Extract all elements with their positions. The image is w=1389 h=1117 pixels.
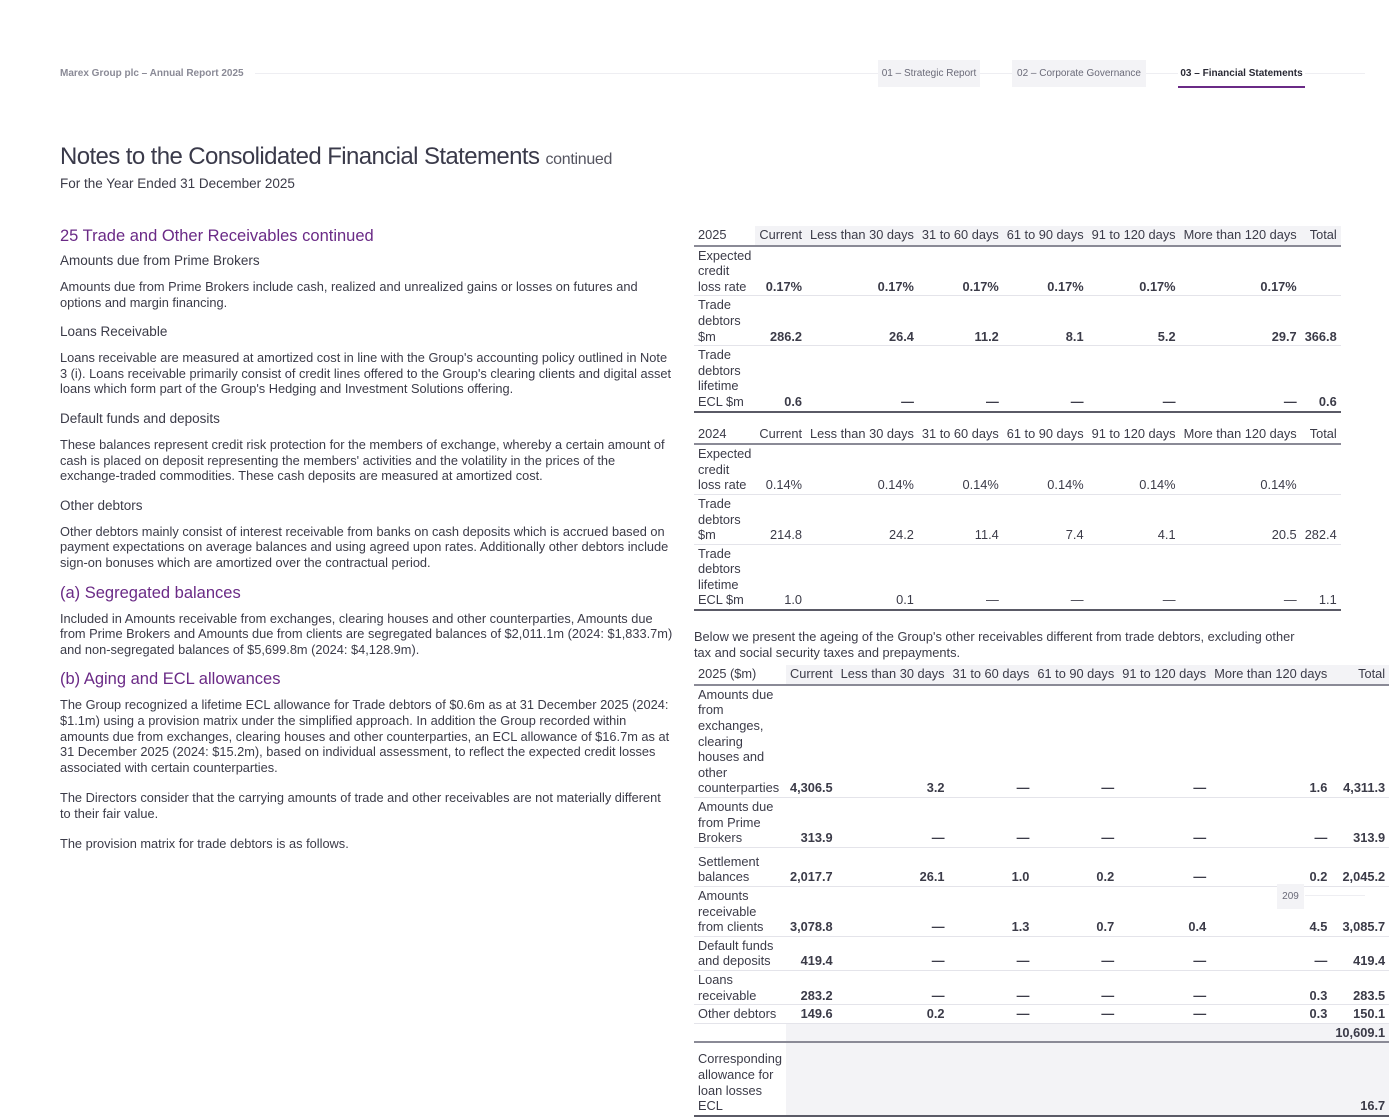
cell: 4,306.5 [786,685,837,798]
row-label: Loans receivable [694,970,786,1004]
cell: 150.1 [1331,1005,1389,1024]
cell: — [1003,346,1088,412]
cell: — [837,798,949,848]
cell: — [1180,346,1301,412]
cell: 0.3 [1210,1005,1331,1024]
segregated-text: Included in Amounts receivable from exchanges, clearing houses and other counterparties, Amounts due from Prime Brokers and Amounts due from clients are segregated balances of $2,011.1m (2024: $1,833.7m) and non-segregated balances of $5,699.8m (2024: $4,128.9m). [60,610,673,657]
cell: 1.0 [755,544,806,610]
cell: — [1118,936,1210,970]
row-label: Settlement balances [694,847,786,886]
cell: — [1033,1005,1118,1024]
prime-brokers-heading: Amounts due from Prime Brokers [60,253,260,268]
cell: 313.9 [786,798,837,848]
row-label: Trade debtors $m [694,296,755,346]
report-brand: Marex Group plc – Annual Report 2025 [60,68,250,79]
cell: 7.4 [1003,494,1088,544]
cell: — [1033,798,1118,848]
row-label: Trade debtors lifetime ECL $m [694,544,755,610]
th-91-120: 91 to 120 days [1088,226,1180,246]
th-61-90: 61 to 90 days [1003,425,1088,445]
prime-brokers-text: Amounts due from Prime Brokers include cash, realized and unrealized gains or losses on futures and options and margin financing. [60,279,638,310]
cell: — [1210,936,1331,970]
tab-strategic-report[interactable]: 01 – Strategic Report [878,60,980,87]
cell: 283.5 [1331,970,1389,1004]
cell: 283.2 [786,970,837,1004]
loans-text: Loans receivable are measured at amortized cost in line with the Group's accounting policy outlined in Note 3 (i). Loans receivable primarily consist of credit lines offered to the Group's clearing clients and digital asset loans which form part of the Group's Hedging and Investment Solutions offering. [60,350,672,397]
right-column [694,226,1386,1117]
section-heading-suffix: continued [302,227,374,245]
th-current: Current [755,226,806,246]
th-gt120: More than 120 days [1210,665,1331,685]
cell: 0.4 [1118,886,1210,936]
th-91-120: 91 to 120 days [1088,425,1180,445]
cell: — [949,1005,1034,1024]
tab-financial-statements[interactable]: 03 – Financial Statements [1178,60,1305,88]
cell: 4.5 [1210,886,1331,936]
cell: — [837,886,949,936]
provision-matrix-text: The provision matrix for trade debtors is as follows. [60,836,349,852]
cell: 419.4 [786,936,837,970]
cell: 0.17% [1003,246,1088,296]
cell: 0.14% [806,444,918,494]
cell: 214.8 [755,494,806,544]
cell: 0.17% [918,246,1003,296]
cell: — [1003,544,1088,610]
aging-heading: (b) Aging and ECL allowances [60,670,281,689]
cell: 0.14% [918,444,1003,494]
row-label: Default funds and deposits [694,936,786,970]
th-31-60: 31 to 60 days [918,226,1003,246]
cell: 0.17% [1088,246,1180,296]
row-label: Amounts due from Prime Brokers [694,798,786,848]
cell: — [918,346,1003,412]
tab-corporate-governance[interactable]: 02 – Corporate Governance [1012,60,1146,87]
th-lt30: Less than 30 days [806,226,918,246]
cell: 0.14% [1003,444,1088,494]
loans-heading: Loans Receivable [60,324,168,340]
page-title-suffix: continued [545,151,613,168]
cell: 20.5 [1180,494,1301,544]
cell: — [1180,544,1301,610]
row-label: Other debtors [694,1005,786,1024]
page-number: 209 [1277,884,1304,909]
cell: 1.6 [1210,685,1331,798]
page-title-text: Notes to the Consolidated Financial Statements [60,143,540,170]
row-label: Expected credit loss rate [694,246,755,296]
aging-text: The Group recognized a lifetime ECL allowance for Trade debtors of $0.6m as at 31 December 2025 (2024: $1.1m) using a provision matrix under the simplified approach. In addition the Group recorded within amounts due from exchanges, clearing houses and other counterparties, an ECL allowance of $16.7m as at 31 December 2025 (2024: $15.2m), based on individual assessment, to reflect the expected credit losses associated with certain counterparties. [60,697,670,775]
cell: 3,078.8 [786,886,837,936]
cell: 1.3 [949,886,1034,936]
cell: 0.6 [755,346,806,412]
cell: — [949,685,1034,798]
cell: 8.1 [1003,296,1088,346]
th-lt30: Less than 30 days [806,425,918,445]
cell: — [1210,798,1331,848]
cell: — [1118,798,1210,848]
cell: 11.4 [918,494,1003,544]
cell: — [1118,970,1210,1004]
cell: — [1118,1005,1210,1024]
row-label: Trade debtors $m [694,494,755,544]
allowance-value: 16.7 [1331,1042,1389,1115]
th-current: Current [786,665,837,685]
segregated-heading: (a) Segregated balances [60,583,241,602]
provision-matrix-2024 [694,425,1341,612]
cell [1301,246,1341,296]
th-total: Total [1301,425,1341,445]
cell: 0.3 [1210,970,1331,1004]
cell: — [1033,936,1118,970]
cell: 0.14% [1088,444,1180,494]
cell: — [949,798,1034,848]
cell: 0.14% [755,444,806,494]
th-61-90: 61 to 90 days [1033,665,1118,685]
th-gt120: More than 120 days [1180,226,1301,246]
th-gt120: More than 120 days [1180,425,1301,445]
th-31-60: 31 to 60 days [949,665,1034,685]
th-lt30: Less than 30 days [837,665,949,685]
cell: — [918,544,1003,610]
allowance-label: Corresponding allowance for loan losses ECL [694,1042,786,1115]
cell: 0.6 [1301,346,1341,412]
row-label: Amounts due from exchanges, clearing houses and other counterparties [694,685,786,798]
cell: 1.1 [1301,544,1341,610]
th-31-60: 31 to 60 days [918,425,1003,445]
th-total: Total [1331,665,1389,685]
cell: 4,311.3 [1331,685,1389,798]
grand-total: 10,609.1 [1331,1023,1389,1042]
th-91-120: 91 to 120 days [1118,665,1210,685]
cell: 286.2 [755,296,806,346]
cell: 5.2 [1088,296,1180,346]
other-debtors-heading: Other debtors [60,497,143,513]
cell: — [806,346,918,412]
cell: 26.1 [837,847,949,886]
page-subtitle: For the Year Ended 31 December 2025 [60,176,295,191]
cell: — [837,970,949,1004]
cell: 313.9 [1331,798,1389,848]
cell: — [1033,970,1118,1004]
cell: 26.4 [806,296,918,346]
footer-rule [1305,895,1365,896]
cell: 2,045.2 [1331,847,1389,886]
cell: 0.17% [806,246,918,296]
row-label: Amounts receivable from clients [694,886,786,936]
directors-text: The Directors consider that the carrying amounts of trade and other receivables are not materially different to their fair value. [60,790,661,821]
cell: 0.7 [1033,886,1118,936]
cell: 24.2 [806,494,918,544]
section-heading-text: 25 Trade and Other Receivables [60,227,298,245]
cell: — [1118,847,1210,886]
cell: — [949,970,1034,1004]
section-heading [60,226,675,246]
th-61-90: 61 to 90 days [1003,226,1088,246]
cell: — [1118,685,1210,798]
th-current: Current [755,425,806,445]
cell: 0.17% [755,246,806,296]
cell: — [837,936,949,970]
default-funds-heading: Default funds and deposits [60,410,220,426]
page-title [60,143,612,171]
cell: 0.17% [1180,246,1301,296]
other-debtors-text: Other debtors mainly consist of interest receivable from banks on cash deposits which is accrued based on payment expectations on average balances and using agreed upon rates. Additionally other debtors include sign-on bonuses which are amortized over the contractual period. [60,523,669,570]
provision-matrix-2025 [694,226,1341,413]
cell: 11.2 [918,296,1003,346]
cell [1301,444,1341,494]
cell: 366.8 [1301,296,1341,346]
cell: 0.1 [806,544,918,610]
cell: 3,085.7 [1331,886,1389,936]
th-year: 2025 ($m) [694,665,786,685]
th-total: Total [1301,226,1341,246]
th-year: 2024 [694,425,755,445]
row-label: Expected credit loss rate [694,444,755,494]
left-column [60,226,675,852]
cell: 29.7 [1180,296,1301,346]
cell: 3.2 [837,685,949,798]
cell: 0.2 [1033,847,1118,886]
cell: 419.4 [1331,936,1389,970]
cell: — [1088,544,1180,610]
cell: 0.2 [1210,847,1331,886]
cell: 282.4 [1301,494,1341,544]
th-year: 2025 [694,226,755,246]
row-label: Trade debtors lifetime ECL $m [694,346,755,412]
ageing-intro: Below we present the ageing of the Group's other receivables different from trade debtors, excluding other tax and social security taxes and prepayments. [694,629,1295,660]
cell: 2,017.7 [786,847,837,886]
cell: — [1088,346,1180,412]
cell: 4.1 [1088,494,1180,544]
cell: 1.0 [949,847,1034,886]
cell: 0.2 [837,1005,949,1024]
cell: — [949,936,1034,970]
cell: — [1033,685,1118,798]
cell: 0.14% [1180,444,1301,494]
default-funds-text: These balances represent credit risk protection for the members of exchange, whereby a certain amount of cash is placed on deposit representing the members' activities and the volatility in the prices of the exchange-traded commodities. These cash deposits are measured at amortized cost. [60,436,665,484]
cell: 149.6 [786,1005,837,1024]
